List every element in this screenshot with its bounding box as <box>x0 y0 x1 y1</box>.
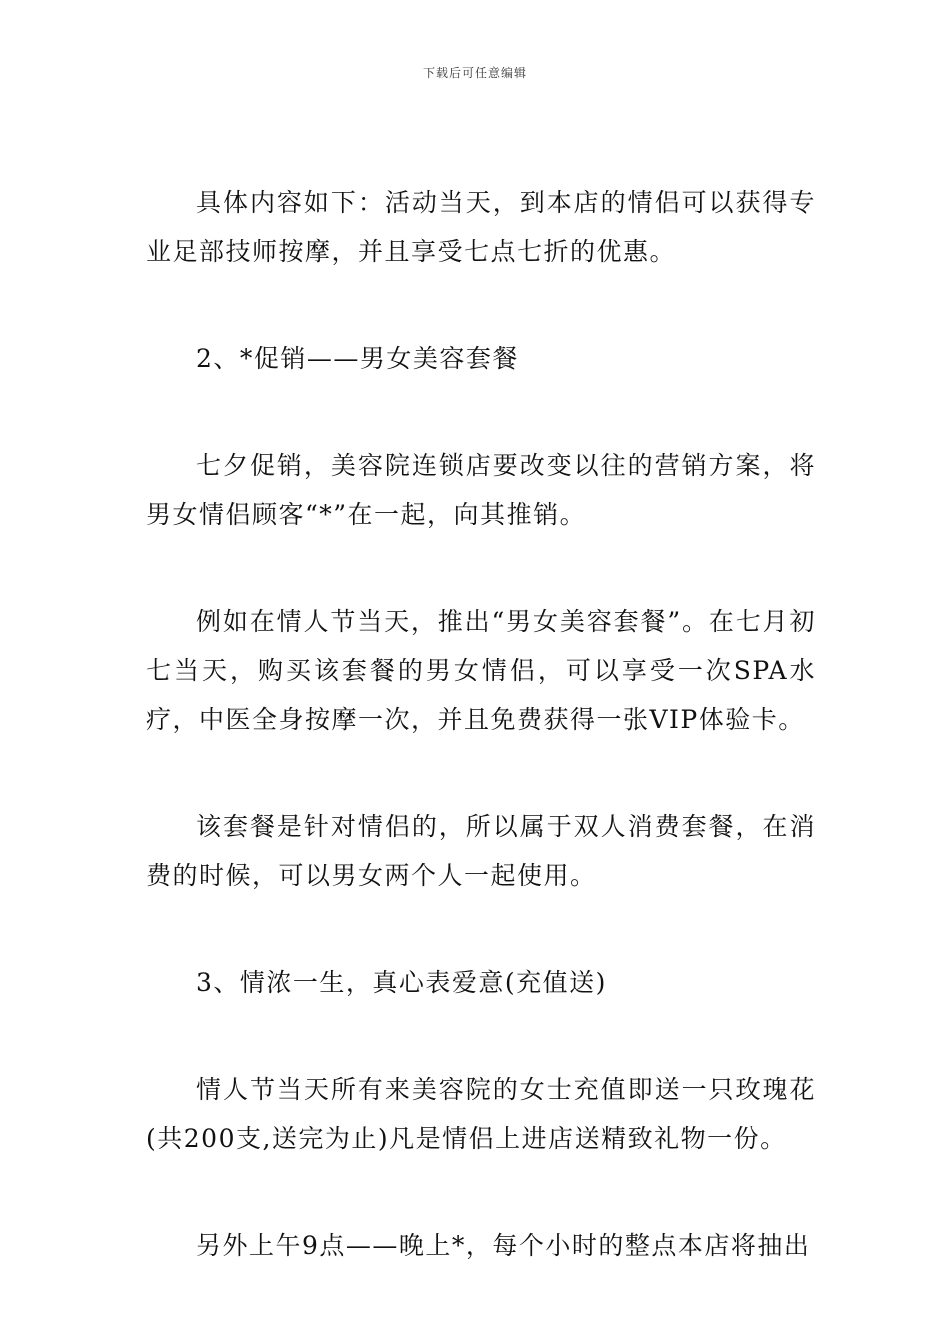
section-heading-2: 2、*促销——男女美容套餐 <box>196 344 519 373</box>
paragraph-package-example: 例如在情人节当天，推出“男女美容套餐”。在七月初七当天，购买该套餐的男女情侣，可以享受一次SPA水疗，中医全身按摩一次，并且免费获得一张VIP体验卡。 <box>146 607 816 734</box>
section-heading-3: 3、情浓一生，真心表爱意(充值送) <box>196 968 607 997</box>
page-header: 下载后可任意编辑 <box>422 66 527 80</box>
paragraph-hourly-draw: 另外上午9点——晚上*，每个小时的整点本店将抽出 <box>196 1231 811 1260</box>
paragraph-qixi-promo: 七夕促销，美容院连锁店要改变以往的营销方案，将男女情侣顾客“*”在一起，向其推销。 <box>146 451 816 529</box>
paragraph-recharge-gift: 情人节当天所有来美容院的女士充值即送一只玫瑰花(共200支,送完为止)凡是情侣上进店送精致礼物一份。 <box>146 1075 816 1153</box>
paragraph-details: 具体内容如下：活动当天，到本店的情侣可以获得专业足部技师按摩，并且享受七点七折的优惠。 <box>146 188 816 266</box>
paragraph-package-usage: 该套餐是针对情侣的，所以属于双人消费套餐，在消费的时候，可以男女两个人一起使用。 <box>146 812 816 890</box>
document-body <box>146 178 816 1328</box>
